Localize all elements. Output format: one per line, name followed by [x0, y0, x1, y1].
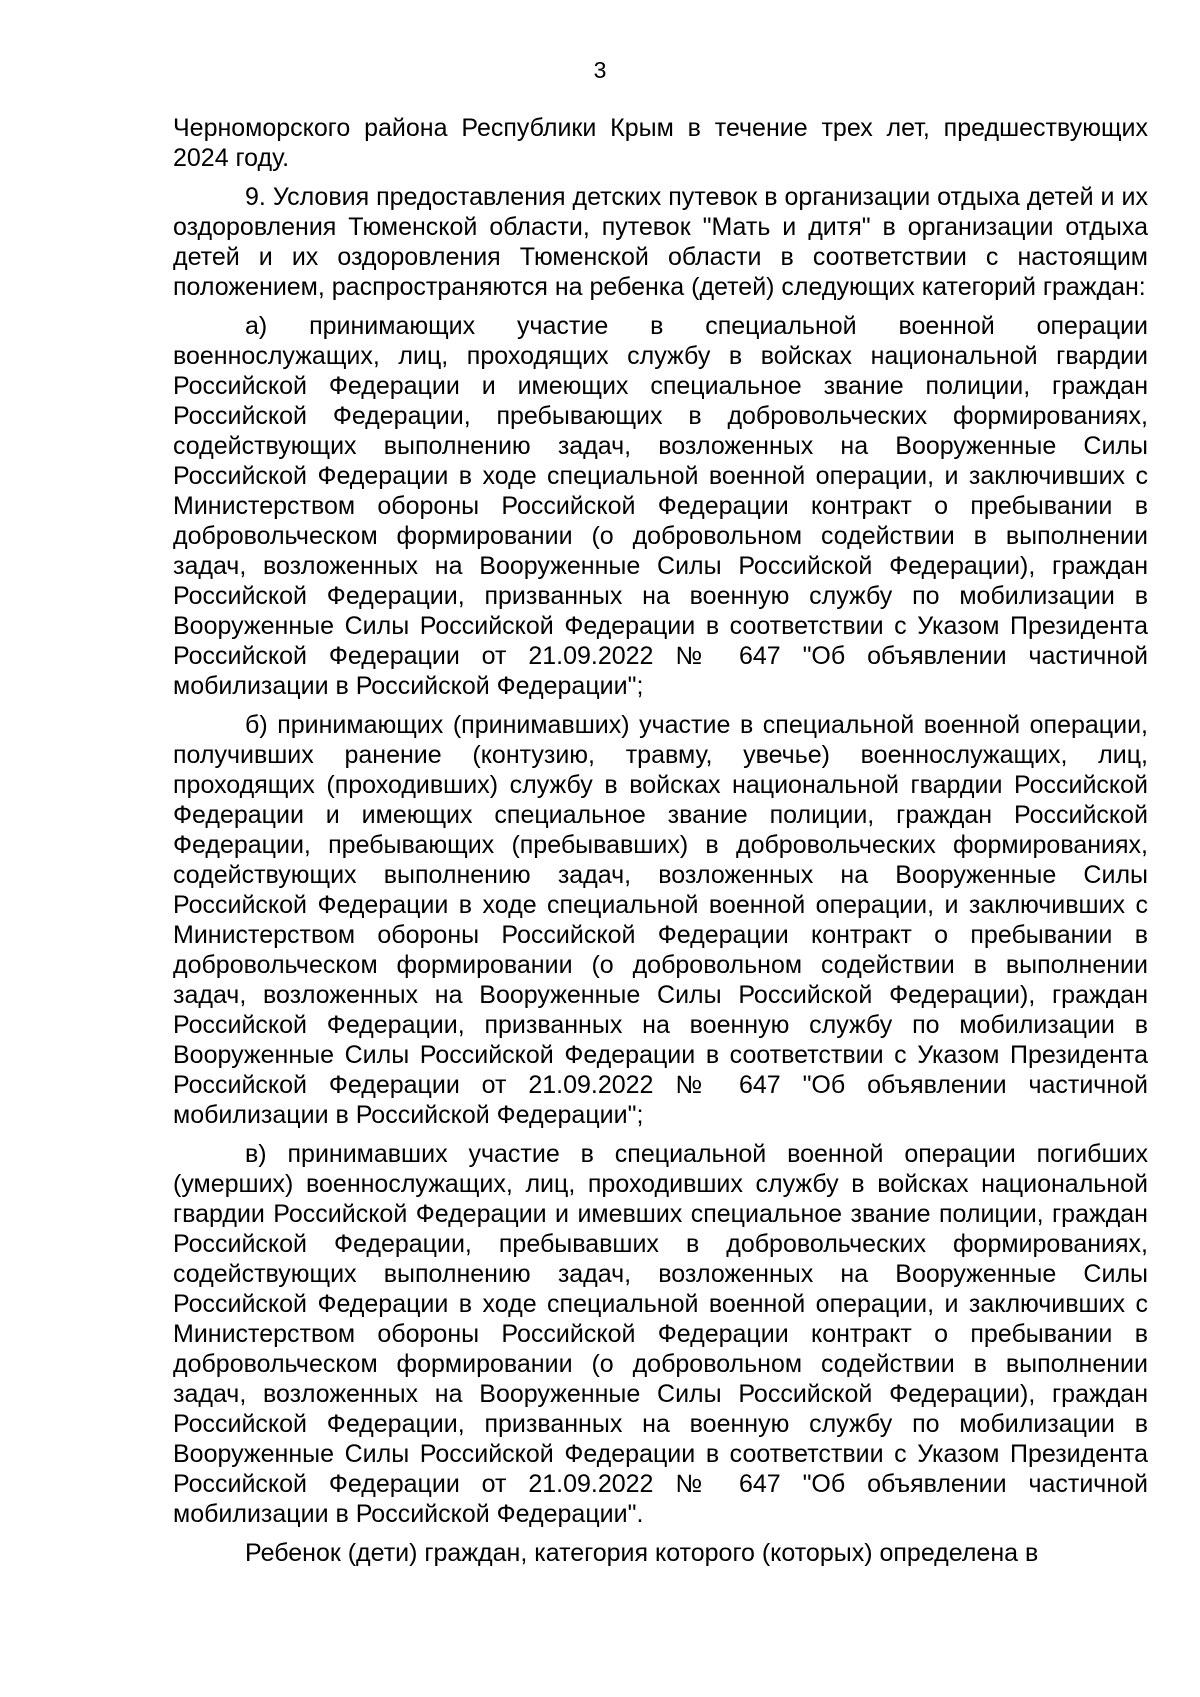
- paragraph-subitem-v: в) принимавших участие в специальной военной операции погибших (умерших) военнослужащих, лиц, проходивших службу в войсках национальной гвардии Российской Федерации и имевших специальное звание полиции, граждан Российской Федерации, пребывавших в добровольческих формированиях, содействующих выполнению задач, возложенных на Вооруженные Силы Российской Федерации в ходе специальной военной операции, и заключивших с Министерством обороны Российской Федерации контракт о пребывании в добровольческом формировании (о добровольном содействии в выполнении задач, возложенных на Вооруженные Силы Российской Федерации), граждан Российской Федерации, призванных на военную службу по мобилизации в Вооруженные Силы Российской Федерации в соответствии с Указом Президента Российской Федерации от 21.09.2022 № 647 "Об объявлении частичной мобилизации в Российской Федерации".: [173, 1140, 1148, 1528]
- paragraph-children-category: Ребенок (дети) граждан, категория которого (которых) определена в: [245, 1539, 1039, 1567]
- paragraph-subitem-a: а) принимающих участие в специальной военной операции военнослужащих, лиц, проходящих службу в войсках национальной гвардии Российской Федерации и имеющих специальное звание полиции, граждан Российской Федерации, пребывающих в добровольческих формированиях, содействующих выполнению задач, возложенных на Вооруженные Силы Российской Федерации в ходе специальной военной операции, и заключивших с Министерством обороны Российской Федерации контракт о пребывании в добровольческом формировании (о добровольном содействии в выполнении задач, возложенных на Вооруженные Силы Российской Федерации), граждан Российской Федерации, призванных на военную службу по мобилизации в Вооруженные Силы Российской Федерации в соответствии с Указом Президента Российской Федерации от 21.09.2022 № 647 "Об объявлении частичной мобилизации в Российской Федерации";: [173, 312, 1148, 700]
- page-number: 3: [593, 57, 607, 83]
- document-body: [173, 113, 1148, 1568]
- paragraph-continuation: Черноморского района Республики Крым в течение трех лет, предшествующих 2024 году.: [173, 114, 1148, 172]
- paragraph-subitem-b: б) принимающих (принимавших) участие в специальной военной операции, получивших ранение (контузию, травму, увечье) военнослужащих, лиц, проходящих (проходивших) службу в войсках национальной гвардии Российской Федерации и имеющих специальное звание полиции, граждан Российской Федерации, пребывающих (пребывавших) в добровольческих формированиях, содействующих выполнению задач, возложенных на Вооруженные Силы Российской Федерации в ходе специальной военной операции, и заключивших с Министерством обороны Российской Федерации контракт о пребывании в добровольческом формировании (о добровольном содействии в выполнении задач, возложенных на Вооруженные Силы Российской Федерации), граждан Российской Федерации, призванных на военную службу по мобилизации в Вооруженные Силы Российской Федерации в соответствии с Указом Президента Российской Федерации от 21.09.2022 № 647 "Об объявлении частичной мобилизации в Российской Федерации";: [173, 711, 1148, 1129]
- paragraph-item-9: 9. Условия предоставления детских путевок в организации отдыха детей и их оздоровления Тюменской области, путевок "Мать и дитя" в организации отдыха детей и их оздоровления Тюменской области в соответствии с настоящим положением, распространяются на ребенка (детей) следующих категорий граждан:: [173, 183, 1148, 301]
